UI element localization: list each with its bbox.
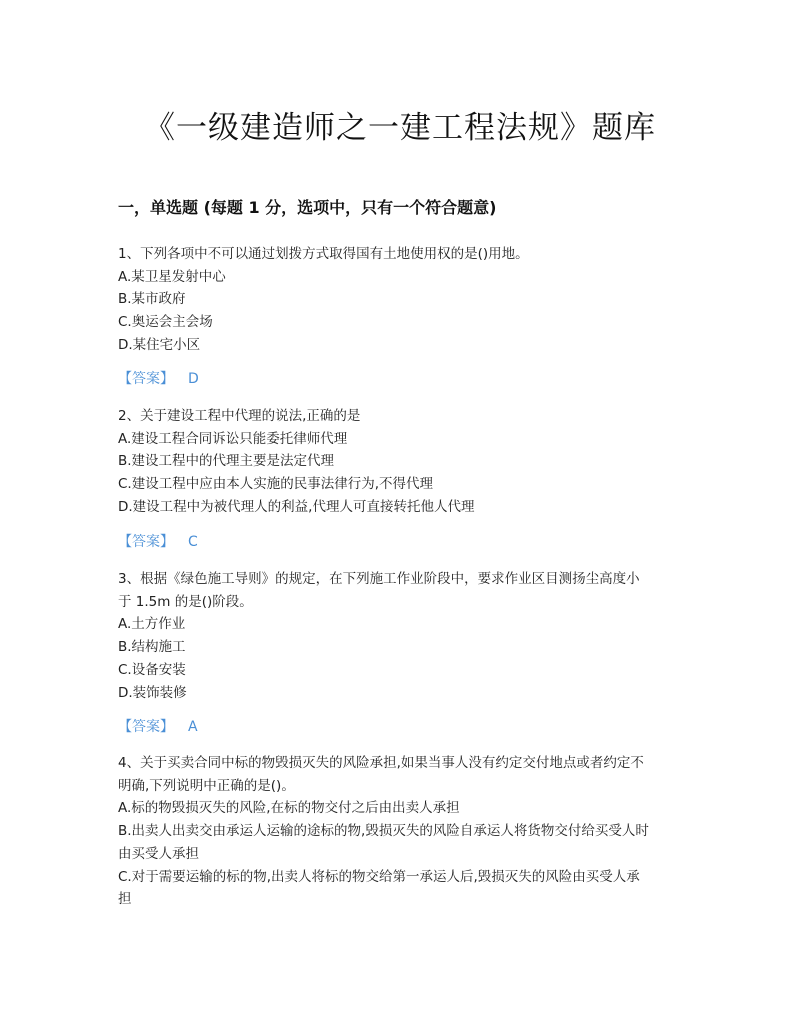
question-2-option-d: D.建设工程中为被代理人的利益,代理人可直接转托他人代理 <box>118 498 475 515</box>
question-1-answer <box>118 368 199 390</box>
answer-value: D <box>188 371 199 387</box>
question-3-option-a: A.土方作业 <box>118 616 186 633</box>
question-4-option-c-line-1: C.对于需要运输的标的物,出卖人将标的物交给第一承运人后,毁损灭失的风险由买受人承 <box>118 868 640 885</box>
question-4-stem-line-1: 4、关于买卖合同中标的物毁损灭失的风险承担,如果当事人没有约定交付地点或者约定不 <box>118 755 644 771</box>
answer-label: 【答案】 <box>118 534 174 550</box>
question-2-option-b: B.建设工程中的代理主要是法定代理 <box>118 453 335 470</box>
question-1-option-d: D.某住宅小区 <box>118 336 201 353</box>
question-4-option-b-line-1: B.出卖人出卖交由承运人运输的途标的物,毁损灭失的风险自承运人将货物交付给买受人时 <box>118 823 649 840</box>
question-3-option-d: D.装饰装修 <box>118 684 187 701</box>
question-1-option-b: B.某市政府 <box>118 291 186 308</box>
answer-value: A <box>188 719 198 735</box>
section-heading: 一，单选题 (每题 1 分，选项中，只有一个符合题意) <box>118 198 497 217</box>
question-1-option-a: A.某卫星发射中心 <box>118 268 226 285</box>
question-2-option-c: C.建设工程中应由本人实施的民事法律行为,不得代理 <box>118 476 434 493</box>
question-4-option-b-line-2: 由买受人承担 <box>118 845 199 862</box>
question-3-stem-line-1: 3、根据《绿色施工导则》的规定，在下列施工作业阶段中，要求作业区目测扬尘高度小 <box>118 571 640 587</box>
question-1-stem: 1、下列各项中不可以通过划拨方式取得国有土地使用权的是()用地。 <box>118 246 529 262</box>
question-3-answer <box>118 716 198 738</box>
question-4 <box>118 752 683 911</box>
question-4-option-c-line-2: 担 <box>118 891 132 908</box>
question-4-option-a: A.标的物毁损灭失的风险,在标的物交付之后由出卖人承担 <box>118 800 460 817</box>
question-2 <box>118 405 683 519</box>
question-1 <box>118 243 683 357</box>
answer-label: 【答案】 <box>118 371 174 387</box>
document-title: 《一级建造师之一建工程法规》题库 <box>144 110 656 146</box>
question-1-option-c: C.奥运会主会场 <box>118 314 213 331</box>
question-2-option-a: A.建设工程合同诉讼只能委托律师代理 <box>118 430 348 447</box>
answer-label: 【答案】 <box>118 719 174 735</box>
question-3-option-b: B.结构施工 <box>118 639 186 656</box>
question-3-option-c: C.设备安装 <box>118 661 186 678</box>
answer-value: C <box>188 534 198 550</box>
question-4-stem-line-2: 明确,下列说明中正确的是()。 <box>118 777 295 794</box>
question-2-stem: 2、关于建设工程中代理的说法,正确的是 <box>118 408 361 424</box>
question-3-stem-line-2: 于 1.5m 的是()阶段。 <box>118 593 253 610</box>
question-3 <box>118 568 683 704</box>
question-2-answer <box>118 531 198 553</box>
